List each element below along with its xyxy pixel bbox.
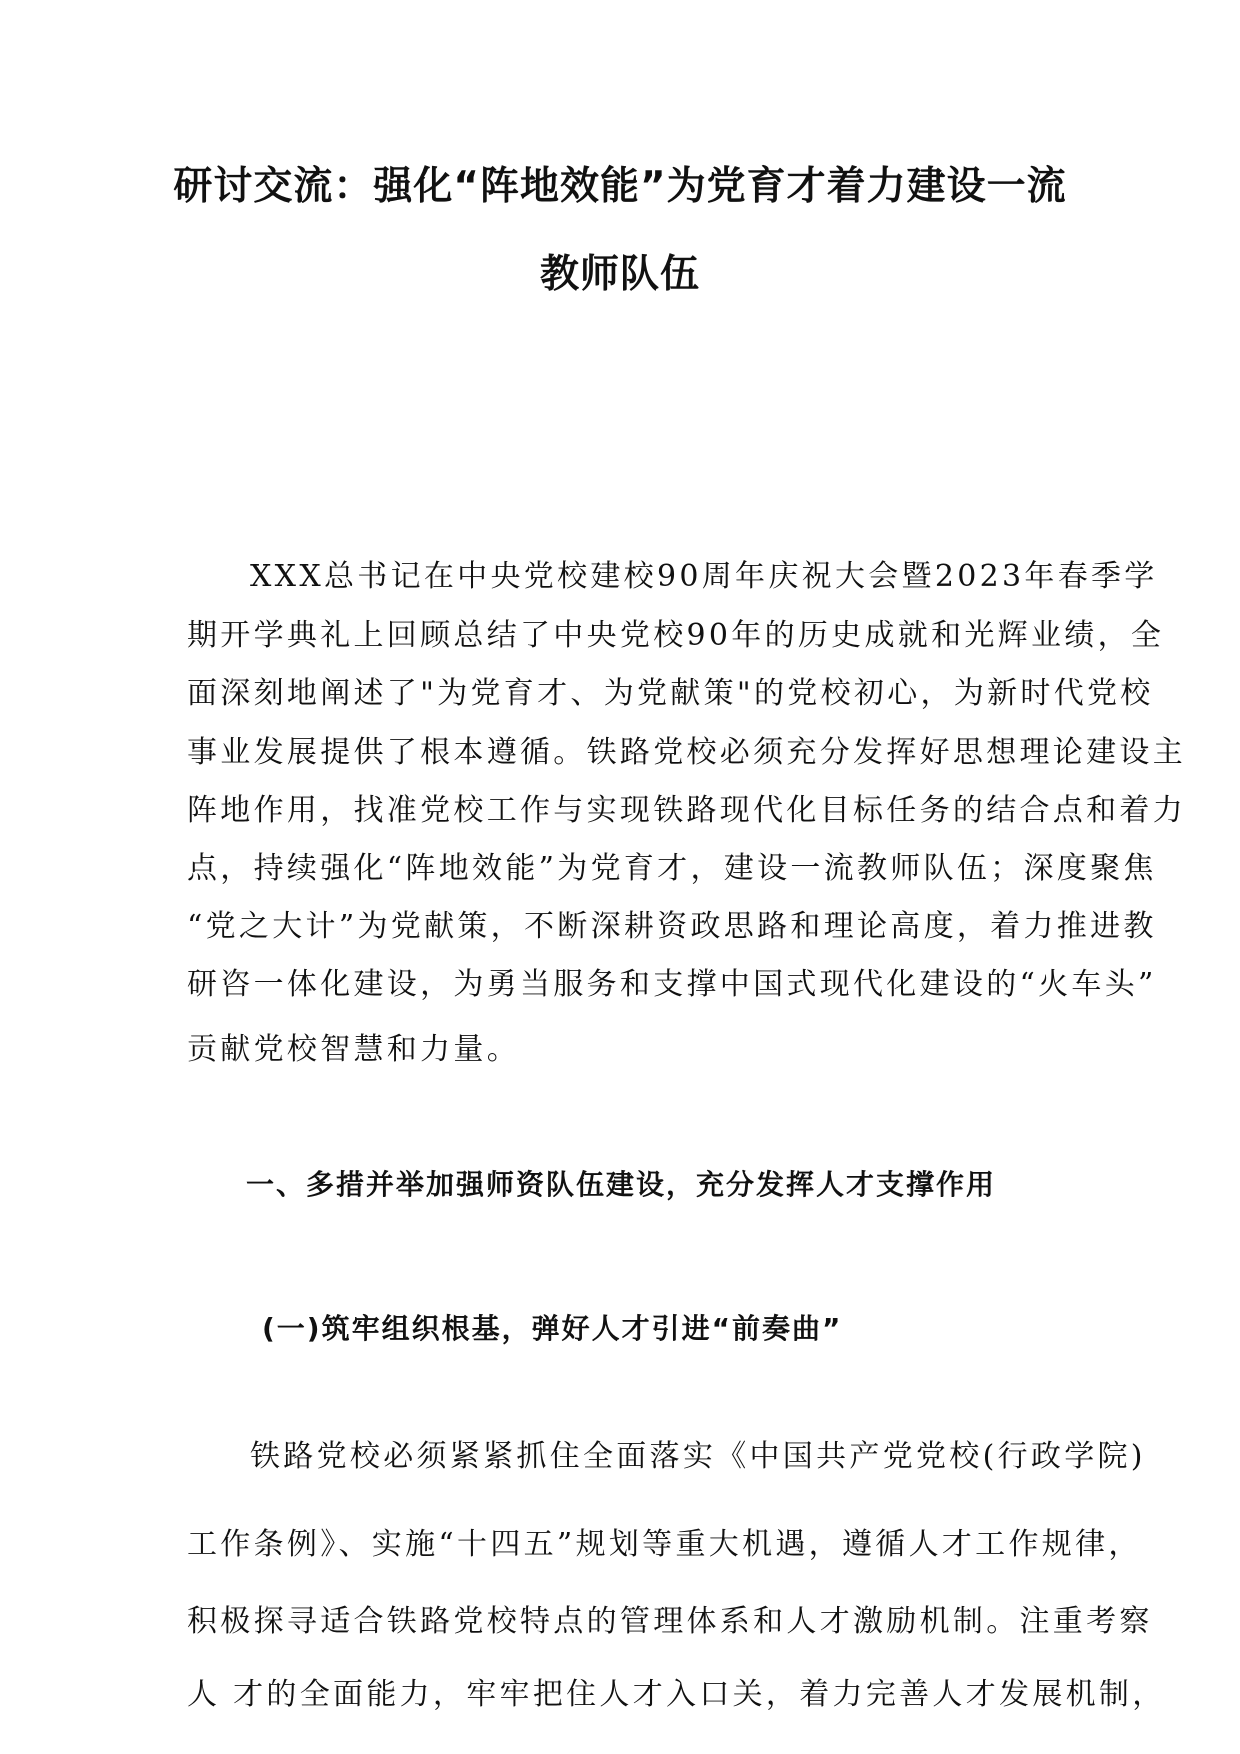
intro-line: 期开学典礼上回顾总结了中央党校90年的历史成就和光辉业绩，全 [187,618,1165,653]
body-line: 人 才的全面能力，牢牢把住人才入口关，着力完善人才发展机制， [187,1677,1166,1712]
section-heading: 一、多措并举加强师资队伍建设，充分发挥人才支撑作用 [246,1168,997,1201]
intro-line: 阵地作用，找准党校工作与实现铁路现代化目标任务的结合点和着力 [187,793,1186,828]
intro-line: XXX总书记在中央党校建校90周年庆祝大会暨2023年春季学 [250,559,1158,594]
intro-line: 研咨一体化建设，为勇当服务和支撑中国式现代化建设的“火车头” [187,967,1157,1002]
intro-line: 面深刻地阐述了"为党育才、为党献策"的党校初心，为新时代党校 [187,676,1154,711]
intro-line: 贡献党校智慧和力量。 [187,1032,520,1067]
body-line: 积极探寻适合铁路党校特点的管理体系和人才激励机制。注重考察 [187,1604,1153,1639]
title-line-2: 教师队伍 [539,252,700,297]
body-line: 工作条例》、实施“十四五”规划等重大机遇，遵循人才工作规律， [187,1527,1142,1562]
intro-line: “党之大计”为党献策，不断深耕资政思路和理论高度，着力推进教 [187,909,1157,944]
intro-line: 点，持续强化“阵地效能”为党育才，建设一流教师队伍；深度聚焦 [187,851,1157,886]
title-line-1: 研讨交流：强化“阵地效能”为党育才着力建设一流 [173,164,1067,209]
body-line: 铁路党校必须紧紧抓住全面落实《中国共产党党校(行政学院) [250,1439,1146,1474]
intro-line: 事业发展提供了根本遵循。铁路党校必须充分发挥好思想理论建设主 [187,735,1186,770]
subsection-heading: (一)筑牢组织根基，弹好人才引进“前奏曲” [262,1312,843,1345]
